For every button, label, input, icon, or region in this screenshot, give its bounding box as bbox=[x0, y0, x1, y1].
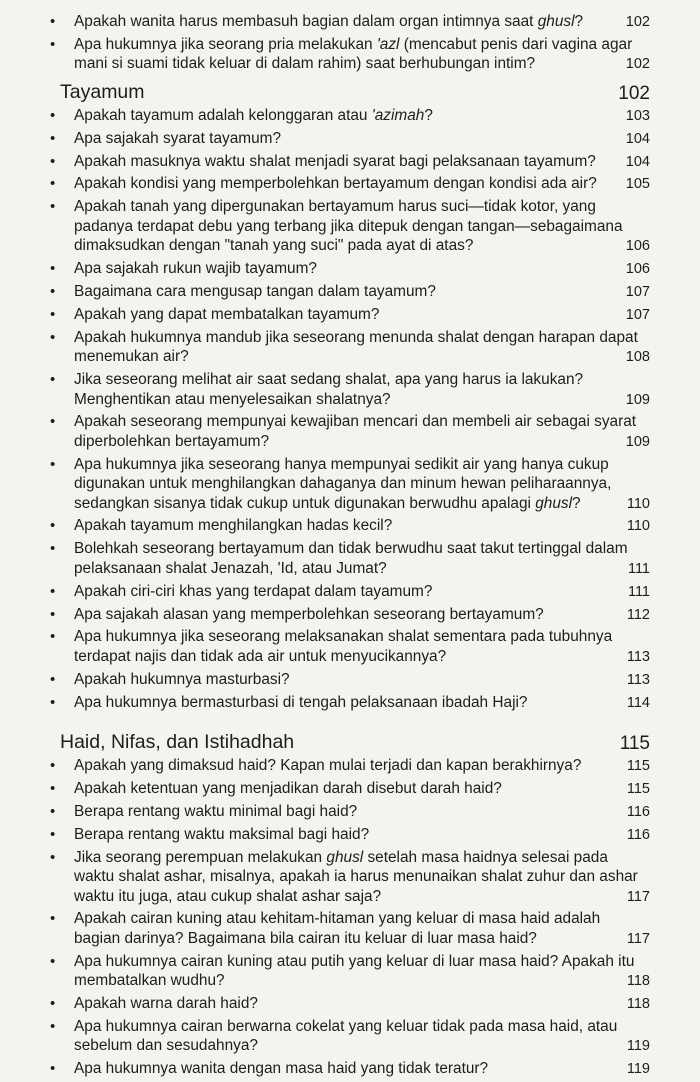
bullet-icon: • bbox=[50, 605, 56, 623]
table-of-contents bbox=[0, 12, 700, 1082]
toc-entry-page: 111 bbox=[627, 583, 650, 600]
bullet-icon: • bbox=[50, 305, 56, 323]
toc-entry-page: 105 bbox=[625, 176, 650, 193]
section-heading-title: Haid, Nifas, dan Istihadhah bbox=[60, 731, 295, 754]
toc-entry bbox=[0, 779, 700, 798]
section-heading-page: 115 bbox=[619, 733, 650, 755]
toc-entry-text: Apa hukumnya cairan berwarna cokelat yang keluar tidak pada masa haid, atau sebelum dan sesudahnya? bbox=[74, 1017, 618, 1055]
toc-entry-page: 108 bbox=[625, 349, 650, 366]
toc-entry-page: 115 bbox=[626, 781, 650, 797]
toc-entry-page: 113 bbox=[626, 671, 650, 688]
bullet-icon: • bbox=[50, 952, 56, 970]
bullet-icon: • bbox=[50, 802, 56, 820]
toc-entry-text: Apakah yang dapat membatalkan tayamum? bbox=[74, 305, 380, 323]
toc-entry-text: Apakah ciri-ciri khas yang terdapat dalam tayamum? bbox=[74, 582, 433, 600]
toc-entry-page: 114 bbox=[626, 694, 650, 711]
toc-entry-page: 104 bbox=[625, 130, 650, 147]
toc-entry bbox=[0, 756, 700, 775]
toc-entry-page: 112 bbox=[626, 606, 650, 623]
bullet-icon: • bbox=[50, 413, 56, 431]
bullet-icon: • bbox=[50, 152, 56, 170]
toc-entry-text: Apa sajakah syarat tayamum? bbox=[74, 129, 282, 147]
toc-entry bbox=[0, 282, 700, 301]
bullet-icon: • bbox=[50, 517, 56, 535]
toc-entry-text: Apakah tanah yang dipergunakan bertayamum harus suci—tidak kotor, yang padanya terdapat debu yang terbang jika ditepuk dengan tangan—sebagaimana dimaksudkan dengan "tanah yang suci" pada ayat di atas? bbox=[74, 198, 623, 255]
toc-entry-page: 113 bbox=[626, 648, 650, 665]
bullet-icon: • bbox=[50, 1060, 56, 1078]
bullet-icon: • bbox=[50, 757, 56, 775]
bullet-icon: • bbox=[50, 198, 56, 216]
bullet-icon: • bbox=[50, 1017, 56, 1035]
bullet-icon: • bbox=[50, 455, 56, 473]
bullet-icon: • bbox=[50, 582, 56, 600]
toc-entry-text: Apakah tayamum menghilangkan hadas kecil? bbox=[74, 517, 393, 535]
toc-entry bbox=[0, 152, 700, 171]
toc-entry bbox=[0, 582, 700, 601]
toc-entry-page: 116 bbox=[626, 826, 650, 843]
bullet-icon: • bbox=[50, 175, 56, 193]
toc-entry-page: 109 bbox=[625, 433, 650, 450]
toc-entry bbox=[0, 994, 700, 1013]
toc-entry bbox=[0, 848, 700, 906]
toc-entry-page: 115 bbox=[626, 758, 650, 775]
toc-entry-text: Apakah warna darah haid? bbox=[74, 995, 258, 1013]
bullet-icon: • bbox=[50, 670, 56, 688]
toc-entry-page: 119 bbox=[626, 1061, 650, 1078]
toc-entry-page: 116 bbox=[626, 803, 650, 820]
toc-entry bbox=[0, 35, 700, 74]
section-heading-title: Tayamum bbox=[60, 80, 145, 103]
toc-entry-page: 117 bbox=[626, 888, 650, 905]
toc-entry-text: Apa hukumnya jika seseorang hanya mempunyai sedikit air yang hanya cukup digunakan untuk menghilangkan dahaganya dan minum hewan peliharaannya, sedangkan sisanya tidak cukup untuk digunakan berwudhu apalagi ghusl? bbox=[74, 455, 612, 512]
toc-entry-page: 117 bbox=[626, 930, 650, 947]
toc-entry-text: Apa sajakah alasan yang memperbolehkan seseorang bertayamum? bbox=[74, 605, 544, 623]
toc-entry-text: Apakah hukumnya mandub jika seseorang menunda shalat dengan harapan dapat menemukan air? bbox=[74, 328, 638, 366]
bullet-icon: • bbox=[50, 13, 56, 30]
toc-entry-text: Apa hukumnya jika seseorang melaksanakan shalat sementara pada tubuhnya terdapat najis dan tidak ada air untuk menyucikannya? bbox=[74, 628, 613, 665]
toc-entry-page: 106 bbox=[625, 238, 650, 255]
toc-entry-text: Apakah wanita harus membasuh bagian dalam organ intimnya saat ghusl? bbox=[74, 13, 584, 30]
bullet-icon: • bbox=[50, 995, 56, 1013]
bullet-icon: • bbox=[50, 282, 56, 300]
toc-entry-text: Apa hukumnya wanita dengan masa haid yang tidak teratur? bbox=[74, 1060, 489, 1078]
section-heading bbox=[0, 80, 700, 104]
toc-entry-text: Bagaimana cara mengusap tangan dalam tayamum? bbox=[74, 282, 436, 300]
toc-entry bbox=[0, 693, 700, 712]
toc-entry-page: 110 bbox=[626, 518, 650, 535]
toc-entry-page: 103 bbox=[625, 107, 650, 124]
toc-entry bbox=[0, 305, 700, 324]
bullet-icon: • bbox=[50, 260, 56, 278]
toc-entry bbox=[0, 455, 700, 513]
section-heading bbox=[0, 730, 700, 754]
toc-entry-page: 106 bbox=[625, 261, 650, 278]
toc-entry-text: Berapa rentang waktu maksimal bagi haid? bbox=[74, 825, 370, 843]
toc-entry-page: 102 bbox=[625, 56, 650, 73]
toc-entry bbox=[0, 412, 700, 451]
toc-entry-page: 118 bbox=[626, 996, 650, 1013]
bullet-icon: • bbox=[50, 371, 56, 389]
toc-entry bbox=[0, 328, 700, 367]
toc-entry-text: Apakah yang dimaksud haid? Kapan mulai terjadi dan kapan berakhirnya? bbox=[74, 757, 582, 775]
toc-entry bbox=[0, 1017, 700, 1056]
bullet-icon: • bbox=[50, 628, 56, 646]
toc-entry bbox=[0, 627, 700, 666]
toc-entry bbox=[0, 952, 700, 991]
toc-entry bbox=[0, 106, 700, 125]
toc-entry bbox=[0, 825, 700, 844]
toc-entry bbox=[0, 370, 700, 409]
bullet-icon: • bbox=[50, 780, 56, 797]
toc-entry-page: 107 bbox=[625, 306, 650, 323]
toc-entry-text: Apa hukumnya jika seorang pria melakukan 'azl (mencabut penis dari vagina agar mani si suami tidak keluar di dalam rahim) saat berhubungan intim? bbox=[74, 35, 633, 73]
toc-entry-text: Apakah tayamum adalah kelonggaran atau 'azimah? bbox=[74, 106, 433, 124]
bullet-icon: • bbox=[50, 825, 56, 843]
toc-entry-text: Apakah seseorang mempunyai kewajiban mencari dan membeli air sebagai syarat diperbolehkan bertayamum? bbox=[74, 413, 637, 450]
bullet-icon: • bbox=[50, 328, 56, 346]
toc-entry-text: Jika seorang perempuan melakukan ghusl setelah masa haidnya selesai pada waktu shalat ashar, misalnya, apakah ia harus menunaikan shalat zuhur dan ashar waktu itu juga, atau cukup shalat ashar saja? bbox=[74, 848, 638, 905]
toc-entry bbox=[0, 259, 700, 278]
toc-entry bbox=[0, 1059, 700, 1078]
toc-entry-page: 111 bbox=[627, 560, 650, 577]
toc-entry-text: Apakah cairan kuning atau kehitam-hitaman yang keluar di masa haid adalah bagian darinya? Bagaimana bila cairan itu keluar di luar masa haid? bbox=[74, 910, 601, 947]
toc-entry bbox=[0, 539, 700, 578]
toc-entry-text: Apakah masuknya waktu shalat menjadi syarat bagi pelaksanaan tayamum? bbox=[74, 152, 596, 170]
toc-entry-text: Apakah hukumnya masturbasi? bbox=[74, 670, 290, 688]
toc-entry bbox=[0, 909, 700, 948]
bullet-icon: • bbox=[50, 106, 56, 124]
toc-entry-page: 107 bbox=[625, 283, 650, 300]
bullet-icon: • bbox=[50, 693, 56, 711]
bullet-icon: • bbox=[50, 910, 56, 928]
toc-entry-page: 109 bbox=[625, 391, 650, 408]
toc-entry-page: 119 bbox=[626, 1038, 650, 1055]
toc-entry bbox=[0, 516, 700, 535]
toc-entry-page: 110 bbox=[626, 495, 650, 512]
toc-entry bbox=[0, 129, 700, 148]
toc-entry-page: 118 bbox=[626, 973, 650, 990]
bullet-icon: • bbox=[50, 540, 56, 558]
toc-entry bbox=[0, 670, 700, 689]
toc-entry bbox=[0, 605, 700, 624]
section-heading-page: 102 bbox=[618, 82, 650, 104]
toc-entry-text: Apa hukumnya bermasturbasi di tengah pelaksanaan ibadah Haji? bbox=[74, 693, 528, 711]
toc-entry bbox=[0, 197, 700, 255]
toc-entry-text: Apa hukumnya cairan kuning atau putih yang keluar di luar masa haid? Apakah itu membatalkan wudhu? bbox=[74, 952, 635, 990]
toc-entry-text: Jika seseorang melihat air saat sedang shalat, apa yang harus ia lakukan? Menghentikan atau menyelesaikan shalatnya? bbox=[74, 371, 584, 408]
bullet-icon: • bbox=[50, 129, 56, 147]
toc-entry bbox=[0, 12, 700, 31]
toc-entry-text: Berapa rentang waktu minimal bagi haid? bbox=[74, 802, 358, 820]
toc-entry-text: Apakah ketentuan yang menjadikan darah disebut darah haid? bbox=[74, 780, 502, 797]
toc-entry-page: 102 bbox=[625, 14, 650, 30]
toc-entry bbox=[0, 174, 700, 193]
toc-entry bbox=[0, 802, 700, 821]
toc-entry-text: Apakah kondisi yang memperbolehkan bertayamum dengan kondisi ada air? bbox=[74, 175, 597, 193]
bullet-icon: • bbox=[50, 848, 56, 866]
toc-entry-page: 104 bbox=[625, 153, 650, 170]
toc-entry-text: Apa sajakah rukun wajib tayamum? bbox=[74, 260, 317, 278]
bullet-icon: • bbox=[50, 35, 56, 53]
toc-entry-text: Bolehkah seseorang bertayamum dan tidak berwudhu saat takut tertinggal dalam pelaksanaan shalat Jenazah, 'Id, atau Jumat? bbox=[74, 540, 628, 577]
